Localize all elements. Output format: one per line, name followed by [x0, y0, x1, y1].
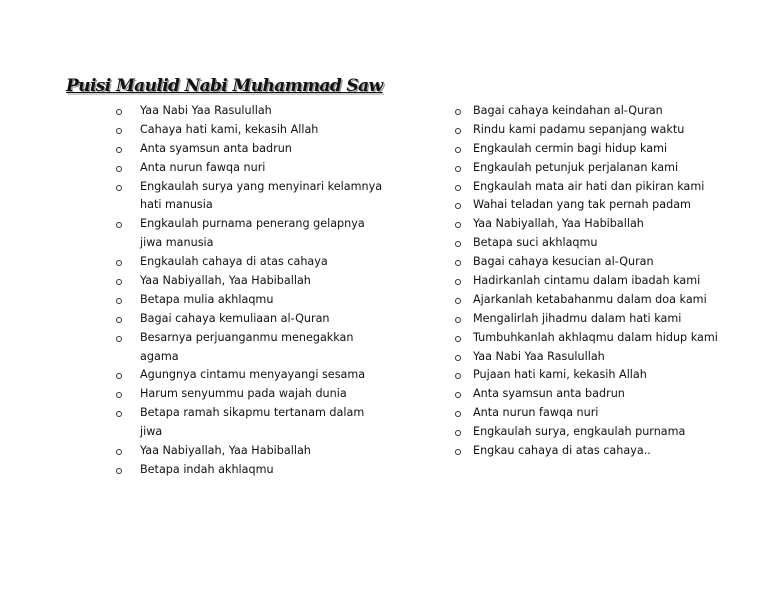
- circle-bullet-icon: [116, 468, 122, 474]
- list-item-text: Bagai cahaya kemuliaan al-Quran: [140, 311, 330, 325]
- circle-bullet-icon: [455, 336, 461, 342]
- circle-bullet-icon: [116, 298, 122, 304]
- circle-bullet-icon: [455, 203, 461, 209]
- circle-bullet-icon: [455, 298, 461, 304]
- list-item-text: Rindu kami padamu sepanjang waktu: [473, 122, 685, 136]
- list-item-text: Betapa mulia akhlaqmu: [140, 292, 274, 306]
- list-item-text: Engkaulah surya, engkaulah purnama: [473, 425, 686, 439]
- circle-bullet-icon: [455, 109, 461, 115]
- list-item-text: Tumbuhkanlah akhlaqmu dalam hidup kami: [473, 330, 718, 344]
- circle-bullet-icon: [116, 279, 122, 285]
- circle-bullet-icon: [455, 317, 461, 323]
- circle-bullet-icon: [455, 373, 461, 379]
- list-item-text: Pujaan hati kami, kekasih Allah: [473, 368, 647, 382]
- list-item-text: Yaa Nabi Yaa Rasulullah: [140, 104, 272, 117]
- list-item-text: jiwa manusia: [140, 236, 214, 250]
- list-item-text: Betapa ramah sikapmu tertanam dalam: [140, 406, 365, 420]
- list-item-text: agama: [140, 349, 179, 363]
- list-item-text: Anta nurun fawqa nuri: [473, 406, 599, 420]
- list-item-text: Wahai teladan yang tak pernah padam: [473, 198, 691, 212]
- circle-bullet-icon: [455, 128, 461, 134]
- poem-title: Puisi Maulid Nabi Muhammad Saw: [66, 76, 383, 96]
- circle-bullet-icon: [116, 336, 122, 342]
- list-item-text: jiwa: [140, 425, 163, 439]
- list-item-text: Yaa Nabi Yaa Rasulullah: [473, 349, 605, 363]
- list-item-text: Engkaulah cermin bagi hidup kami: [473, 141, 668, 155]
- circle-bullet-icon: [116, 128, 122, 134]
- circle-bullet-icon: [455, 241, 461, 247]
- circle-bullet-icon: [455, 166, 461, 172]
- list-item-text: Engkau cahaya di atas cahaya..: [473, 444, 651, 458]
- circle-bullet-icon: [116, 166, 122, 172]
- list-item-text: Ajarkanlah ketabahanmu dalam doa kami: [473, 292, 707, 306]
- list-item-text: hati manusia: [140, 198, 213, 212]
- list-item-text: Engkaulah surya yang menyinari kelamnya: [140, 179, 383, 193]
- circle-bullet-icon: [116, 185, 122, 191]
- list-item-text: Yaa Nabiyallah, Yaa Habiballah: [140, 444, 311, 458]
- circle-bullet-icon: [116, 392, 122, 398]
- list-item-text: Engkaulah petunjuk perjalanan kami: [473, 160, 679, 174]
- list-item-text: Mengalirlah jihadmu dalam hati kami: [473, 311, 682, 325]
- circle-bullet-icon: [455, 147, 461, 153]
- circle-bullet-icon: [455, 392, 461, 398]
- list-item-text: Bagai cahaya keindahan al-Quran: [473, 104, 663, 117]
- list-item-text: Cahaya hati kami, kekasih Allah: [140, 122, 319, 136]
- list-item-text: Agungnya cintamu menyayangi sesama: [140, 368, 366, 382]
- list-item-text: Besarnya perjuanganmu menegakkan: [140, 330, 354, 344]
- circle-bullet-icon: [455, 430, 461, 436]
- circle-bullet-icon: [455, 185, 461, 191]
- list-item-text: Yaa Nabiyallah, Yaa Habiballah: [473, 217, 644, 231]
- list-item-text: Engkaulah purnama penerang gelapnya: [140, 217, 365, 231]
- circle-bullet-icon: [116, 147, 122, 153]
- list-item-text: Betapa indah akhlaqmu: [140, 462, 274, 476]
- circle-bullet-icon: [116, 317, 122, 323]
- circle-bullet-icon: [116, 109, 122, 115]
- circle-bullet-icon: [455, 411, 461, 417]
- list-item-text: Engkaulah cahaya di atas cahaya: [140, 255, 328, 269]
- circle-bullet-icon: [455, 449, 461, 455]
- list-item-text: Bagai cahaya kesucian al-Quran: [473, 255, 654, 269]
- circle-bullet-icon: [116, 411, 122, 417]
- list-item-text: Harum senyummu pada wajah dunia: [140, 387, 347, 401]
- circle-bullet-icon: [116, 373, 122, 379]
- circle-bullet-icon: [116, 449, 122, 455]
- list-item-text: Anta nurun fawqa nuri: [140, 160, 266, 174]
- list-item-text: Anta syamsun anta badrun: [140, 141, 292, 155]
- list-item-text: Hadirkanlah cintamu dalam ibadah kami: [473, 274, 701, 288]
- circle-bullet-icon: [455, 260, 461, 266]
- circle-bullet-icon: [116, 260, 122, 266]
- circle-bullet-icon: [116, 222, 122, 228]
- circle-bullet-icon: [455, 222, 461, 228]
- list-item-text: Betapa suci akhlaqmu: [473, 236, 598, 250]
- circle-bullet-icon: [455, 355, 461, 361]
- list-item-text: Engkaulah mata air hati dan pikiran kami: [473, 179, 705, 193]
- list-item-text: Yaa Nabiyallah, Yaa Habiballah: [140, 274, 311, 288]
- circle-bullet-icon: [455, 279, 461, 285]
- list-item-text: Anta syamsun anta badrun: [473, 387, 625, 401]
